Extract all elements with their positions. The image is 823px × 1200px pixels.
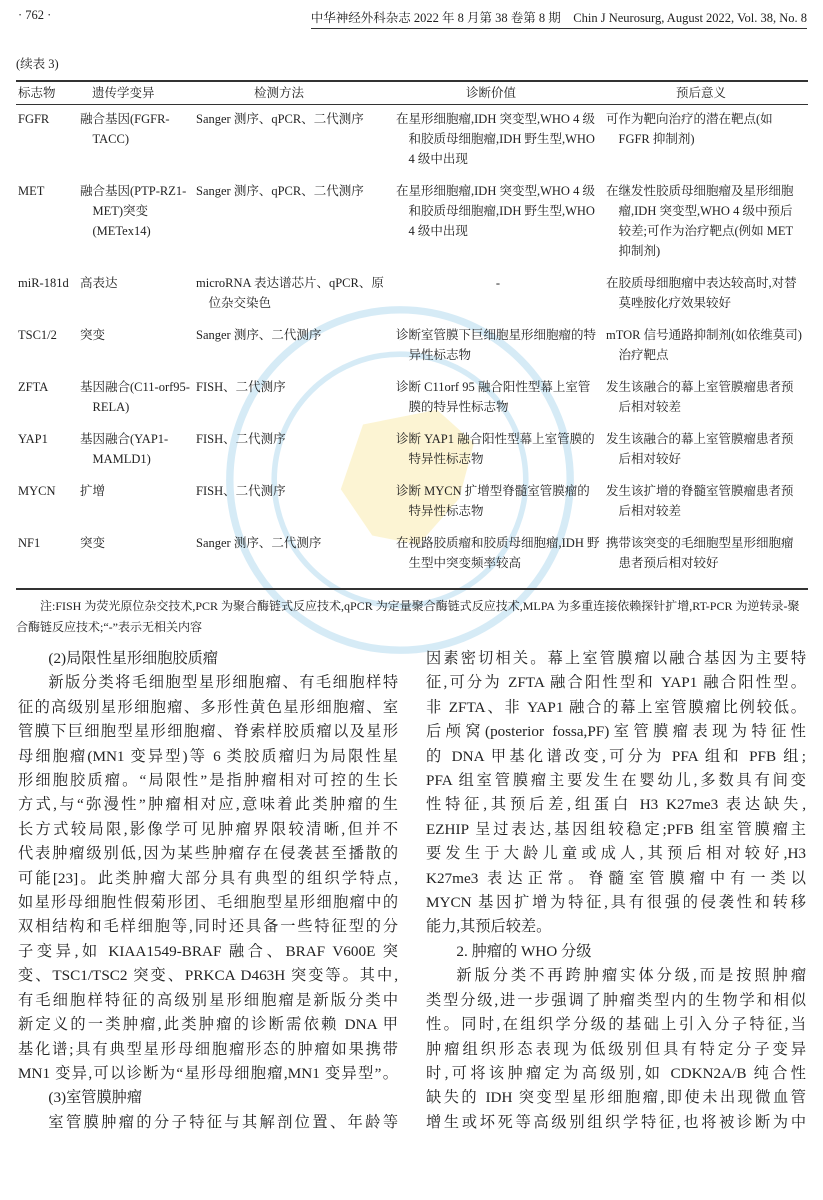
body-text-line: MYCN 基因扩增为特征,具有很强的侵袭性和转移: [426, 894, 806, 912]
body-text-line: 时,可将该肿瘤定为高级别,如 CDKN2A/B 纯合性: [426, 1064, 806, 1082]
table-cell: [16, 528, 78, 580]
body-text-line: 双相结构和毛样细胞等,同时还具备一些特征型的分: [18, 918, 398, 936]
body-text-line: 增生或坏死等高级别组织学特征,也将被诊断为中: [426, 1113, 806, 1131]
body-text-line: 变、TSC1/TSC2 突变、PRKCA D463H 突变等。其中,: [18, 967, 398, 985]
cell-text: -: [495, 276, 501, 290]
table-cell: [604, 268, 808, 320]
cell-text: Sanger 测序、qPCR、二代测序: [196, 112, 364, 126]
table-cell: [78, 528, 194, 580]
cell-text: FISH、二代测序: [196, 380, 286, 394]
col-header: 遗传学变异: [92, 86, 155, 100]
cell-text: ZFTA: [18, 380, 49, 394]
cell-text: mTOR 信号通路抑制剂(如依维莫司)治疗靶点: [606, 328, 802, 362]
table-cell: [194, 320, 394, 372]
table-cell: [16, 104, 78, 176]
table-cell: [604, 320, 808, 372]
table-cell: [16, 424, 78, 476]
body-text-line: 可能[23]。此类肿瘤大部分具有典型的组织学特点,: [18, 869, 398, 887]
cell-text: 诊断 YAP1 融合阳性型幕上室管膜的特异性标志物: [396, 432, 595, 466]
cell-text: 突变: [80, 536, 106, 550]
table-row: [16, 372, 808, 424]
table-cell: [16, 176, 78, 268]
table-cell: [394, 372, 604, 424]
body-text-line: 管膜下巨细胞型星形细胞瘤、脊索样胶质瘤以及星形: [18, 723, 398, 741]
body-text-line: 方式,与“弥漫性”肿瘤相对应,意味着此类肿瘤的生: [18, 796, 398, 814]
cell-text: YAP1: [18, 432, 48, 446]
table-row: [16, 176, 808, 268]
table-cell: [604, 528, 808, 580]
table-cell: [394, 176, 604, 268]
table-cell: [78, 372, 194, 424]
body-text-line: 代表肿瘤级别低,因为某些肿瘤存在侵袭甚至播散的: [18, 845, 398, 863]
col-header: 标志物: [18, 86, 56, 100]
cell-text: NF1: [18, 536, 41, 550]
table-note: 注:FISH 为荧光原位杂交技术,PCR 为聚合酶链式反应技术,qPCR 为定量聚合酶链式反应技术,MLPA 为多重连接依赖探针扩增,RT-PCR 为逆转录-聚合酶链反应技术;“-”表示无相关内容: [16, 599, 800, 634]
body-text-line: 性。同时,在组织学分级的基础上引入分子特征,当: [426, 1016, 806, 1034]
cell-text: 携带该突变的毛细胞型星形细胞瘤患者预后相对较好: [606, 536, 794, 570]
body-right-column: [426, 647, 806, 1135]
journal-running-header: 中华神经外科杂志 2022 年 8 月第 38 卷第 8 期 Chin J Neurosurg, August 2022, Vol. 38, No. 8: [311, 8, 807, 29]
cell-text: FISH、二代测序: [196, 432, 286, 446]
cell-text: 在星形细胞瘤,IDH 突变型,WHO 4 级和胶质母细胞瘤,IDH 野生型,WHO 4 级中出现: [396, 112, 595, 166]
cell-text: 诊断 MYCN 扩增型脊髓室管膜瘤的特异性标志物: [396, 484, 590, 518]
cell-text: 融合基因(FGFR-TACC): [80, 112, 170, 146]
table-cell: [16, 268, 78, 320]
body-text-line: MN1 变异,可以诊断为“星形母细胞瘤,MN1 变异型”。: [18, 1064, 398, 1082]
body-text-line: 因素密切相关。幕上室管膜瘤以融合基因为主要特: [426, 650, 806, 667]
table-cell: [604, 104, 808, 176]
cell-text: 发生该扩增的脊髓室管膜瘤患者预后相对较差: [606, 484, 794, 518]
body-text-line: 后颅窝(posterior fossa,PF)室管膜瘤表现为特征性: [426, 723, 806, 741]
table-cell: [604, 176, 808, 268]
table-bottom-rule: [16, 588, 808, 590]
table-cell: [394, 104, 604, 176]
col-header: 预后意义: [676, 86, 727, 100]
page-number: · 762 ·: [18, 8, 52, 22]
body-text-line: 如星形母细胞性假菊形团、毛细胞型星形细胞瘤中的: [18, 894, 398, 912]
table-row: [16, 424, 808, 476]
table-cell: [194, 372, 394, 424]
table-cell: [604, 424, 808, 476]
cell-text: 扩增: [80, 484, 106, 498]
table-header-row: [16, 82, 808, 104]
body-text-line: (3)室管膜肿瘤: [48, 1089, 143, 1107]
body-text-line: K27me3 表达正常。脊髓室管膜瘤中有一类以: [426, 869, 806, 887]
cell-text: 融合基因(PTP-RZ1-MET)突变(METex14): [80, 184, 187, 238]
body-text-line: 长方式较局限,影像学可见肿瘤界限较清晰,但并不: [18, 820, 398, 838]
table-cell: [16, 320, 78, 372]
body-text-line: 室管膜肿瘤的分子特征与其解剖位置、年龄等: [48, 1113, 398, 1131]
cell-text: 突变: [80, 328, 106, 342]
table-continued-label: (续表 3): [16, 57, 59, 71]
cell-text: 诊断 C11orf 95 融合阳性型幕上室管膜的特异性标志物: [396, 380, 591, 414]
table-row: [16, 476, 808, 528]
body-text-line: 新定义的一类肿瘤,此类肿瘤的诊断需依赖 DNA 甲: [18, 1016, 398, 1034]
table-row: [16, 268, 808, 320]
marker-table: [16, 82, 808, 580]
cell-text: 发生该融合的幕上室管膜瘤患者预后相对较差: [606, 380, 794, 414]
table-cell: [604, 372, 808, 424]
table-cell: [16, 372, 78, 424]
table-cell: [78, 476, 194, 528]
cell-text: Sanger 测序、二代测序: [196, 328, 322, 342]
cell-text: 可作为靶向治疗的潜在靶点(如 FGFR 抑制剂): [606, 112, 773, 146]
cell-text: 诊断室管膜下巨细胞星形细胞瘤的特异性标志物: [396, 328, 597, 362]
body-text-line: 征的高级别星形细胞瘤、多形性黄色星形细胞瘤、室: [18, 698, 398, 716]
table-cell: [194, 528, 394, 580]
table-cell: [78, 176, 194, 268]
body-text-line: 新版分类将毛细胞型星形细胞瘤、有毛细胞样特: [48, 674, 398, 692]
table-cell: [394, 268, 604, 320]
table-cell: [394, 424, 604, 476]
table-row: [16, 320, 808, 372]
cell-text: FGFR: [18, 112, 50, 126]
table-cell: [194, 176, 394, 268]
table-cell: [78, 104, 194, 176]
cell-text: 发生该融合的幕上室管膜瘤患者预后相对较好: [606, 432, 794, 466]
body-text-line: 要发生于大龄儿童或成人,其预后相对较好,H3: [426, 845, 806, 863]
cell-text: Sanger 测序、qPCR、二代测序: [196, 184, 364, 198]
cell-text: 基因融合(YAP1-MAMLD1): [80, 432, 169, 466]
table-cell: [78, 424, 194, 476]
table-row: [16, 104, 808, 176]
cell-text: Sanger 测序、二代测序: [196, 536, 322, 550]
cell-text: 高表达: [80, 276, 118, 290]
cell-text: 基因融合(C11-orf95-RELA): [80, 380, 190, 414]
body-text-line: 有毛细胞样特征的高级别星形细胞瘤是新版分类中: [18, 991, 398, 1009]
body-text-line: 缺失的 IDH 突变型星形细胞瘤,即使未出现微血管: [426, 1089, 806, 1107]
body-text-line: 能力,其预后较差。: [426, 918, 552, 936]
table-cell: [194, 104, 394, 176]
cell-text: 在星形细胞瘤,IDH 突变型,WHO 4 级和胶质母细胞瘤,IDH 野生型,WHO 4 级中出现: [396, 184, 595, 238]
body-text-line: 子变异,如 KIAA1549-BRAF 融合、BRAF V600E 突: [18, 942, 398, 960]
table-cell: [394, 320, 604, 372]
body-text-line: 征,可分为 ZFTA 融合阳性型和 YAP1 融合阳性型。: [426, 674, 806, 692]
table-cell: [78, 320, 194, 372]
table-cell: [604, 476, 808, 528]
body-text-line: 母细胞瘤(MN1 变异型)等 6 类胶质瘤归为局限性星: [18, 747, 398, 765]
body-text-line: 形细胞胶质瘤。“局限性”是指肿瘤相对可控的生长: [18, 772, 398, 790]
table-cell: [194, 268, 394, 320]
cell-text: 在胶质母细胞瘤中表达较高时,对替莫唑胺化疗效果较好: [606, 276, 797, 310]
body-text-line: 非 ZFTA、非 YAP1 融合的幕上室管膜瘤比例较低。: [426, 698, 806, 716]
cell-text: MYCN: [18, 484, 56, 498]
cell-text: FISH、二代测序: [196, 484, 286, 498]
cell-text: microRNA 表达谱芯片、qPCR、原位杂交染色: [196, 276, 384, 310]
body-left-column: [18, 647, 398, 1135]
table-cell: [78, 268, 194, 320]
table-cell: [16, 476, 78, 528]
body-text-line: 新版分类不再跨肿瘤实体分级,而是按照肿瘤: [456, 967, 806, 985]
table-row: [16, 528, 808, 580]
body-text-line: 2. 肿瘤的 WHO 分级: [456, 942, 592, 960]
table-cell: [194, 476, 394, 528]
table-cell: [394, 476, 604, 528]
body-text-line: (2)局限性星形细胞胶质瘤: [48, 650, 218, 667]
body-text-line: 类型分级,进一步强调了肿瘤类型内的生物学和相似: [426, 991, 806, 1009]
body-text-line: 性特征,其预后差,组蛋白 H3 K27me3 表达缺失,: [426, 796, 806, 814]
cell-text: miR-181d: [18, 276, 69, 290]
col-header: 诊断价值: [466, 86, 517, 100]
cell-text: TSC1/2: [18, 328, 57, 342]
body-text-line: 的 DNA 甲基化谱改变,可分为 PFA 组和 PFB 组;: [426, 747, 806, 765]
cell-text: MET: [18, 184, 45, 198]
body-text-line: EZHIP 呈过表达,基因组较稳定;PFB 组室管膜瘤主: [426, 820, 806, 838]
cell-text: 在视路胶质瘤和胶质母细胞瘤,IDH 野生型中突变频率较高: [396, 536, 600, 570]
body-text-line: 肿瘤组织形态表现为低级别但具有特定分子变异: [426, 1040, 806, 1058]
cell-text: 在继发性胶质母细胞瘤及星形细胞瘤,IDH 突变型,WHO 4 级中预后较差;可作为治疗靶点(例如 MET 抑制剂): [606, 184, 794, 258]
table-cell: [394, 528, 604, 580]
table-cell: [194, 424, 394, 476]
col-header: 检测方法: [254, 86, 305, 100]
body-text-line: PFA 组室管膜瘤主要发生在婴幼儿,多数具有间变: [426, 772, 806, 790]
body-text-line: 基化谱;具有典型星形母细胞瘤形态的肿瘤如果携带: [18, 1040, 398, 1058]
